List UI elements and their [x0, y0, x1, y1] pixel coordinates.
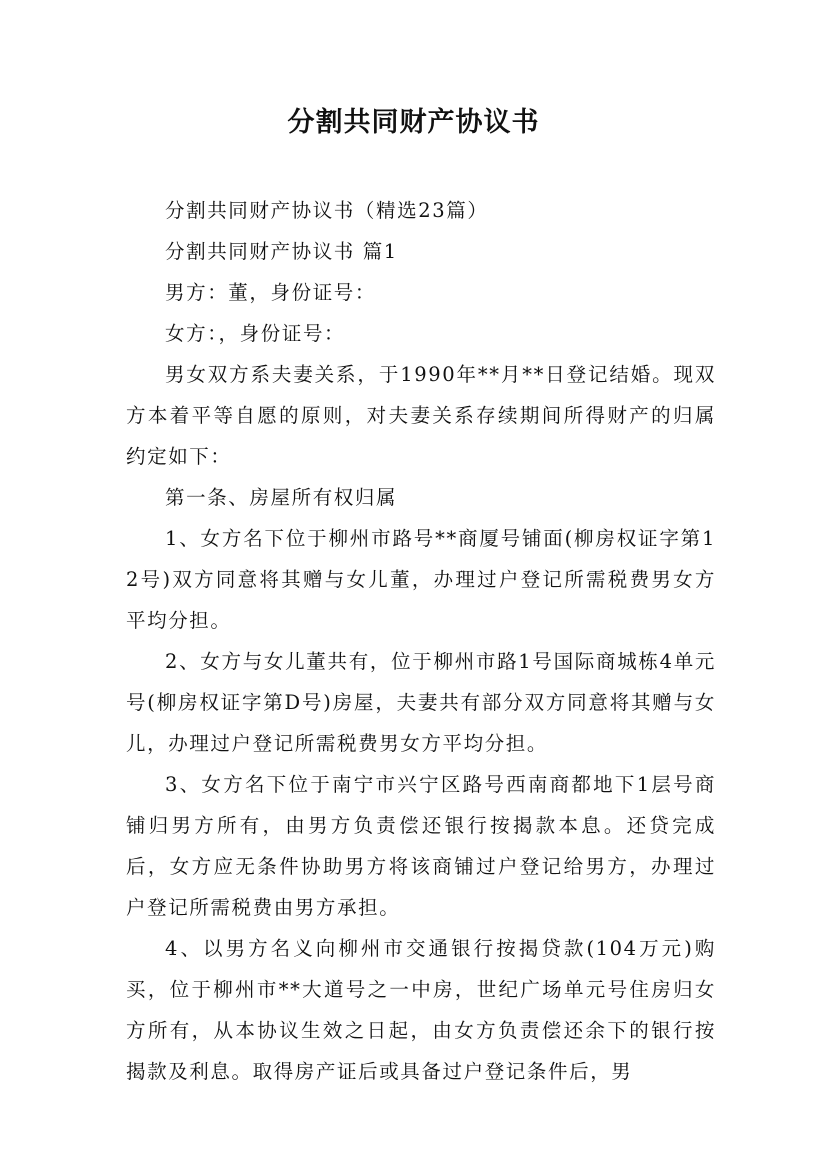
paragraph-clause-1: 1、女方名下位于柳州市路号**商厦号铺面(柳房权证字第12号)双方同意将其赠与女儿董，办理过户登记所需税费男女方平均分担。 [126, 527, 716, 632]
paragraph-article-heading: 分割共同财产协议书 篇1 [165, 240, 398, 263]
paragraph-collection-heading: 分割共同财产协议书（精选23篇） [165, 199, 489, 222]
paragraph-clause-2: 2、女方与女儿董共有，位于柳州市路1号国际商城栋4单元号(柳房权证字第D号)房屋，夫妻共有部分双方同意将其赠与女儿，办理过户登记所需税费男女方平均分担。 [126, 650, 716, 755]
paragraph-clause-3: 3、女方名下位于南宁市兴宁区路号西南商都地下1层号商铺归男方所有，由男方负责偿还银行按揭款本息。还贷完成后，女方应无条件协助男方将该商铺过户登记给男方，办理过户登记所需税费由男方承担。 [126, 773, 716, 919]
paragraph-preamble: 男女双方系夫妻关系，于1990年**月**日登记结婚。现双方本着平等自愿的原则，对夫妻关系存续期间所得财产的归属约定如下： [126, 363, 716, 468]
paragraph-section-heading: 第一条、房屋所有权归属 [165, 486, 398, 509]
paragraph-clause-4: 4、以男方名义向柳州市交通银行按揭贷款(104万元)购买，位于柳州市**大道号之一中房，世纪广场单元号住房归女方所有，从本协议生效之日起，由女方负责偿还余下的银行按揭款及利息。取得房产证后或具备过户登记条件后，男 [126, 937, 716, 1083]
paragraph-male-party: 男方：董，身份证号： [165, 281, 377, 304]
document-title: 分割共同财产协议书 [287, 107, 540, 138]
paragraph-female-party: 女方：，身份证号： [165, 322, 346, 345]
document-body [126, 190, 716, 1092]
